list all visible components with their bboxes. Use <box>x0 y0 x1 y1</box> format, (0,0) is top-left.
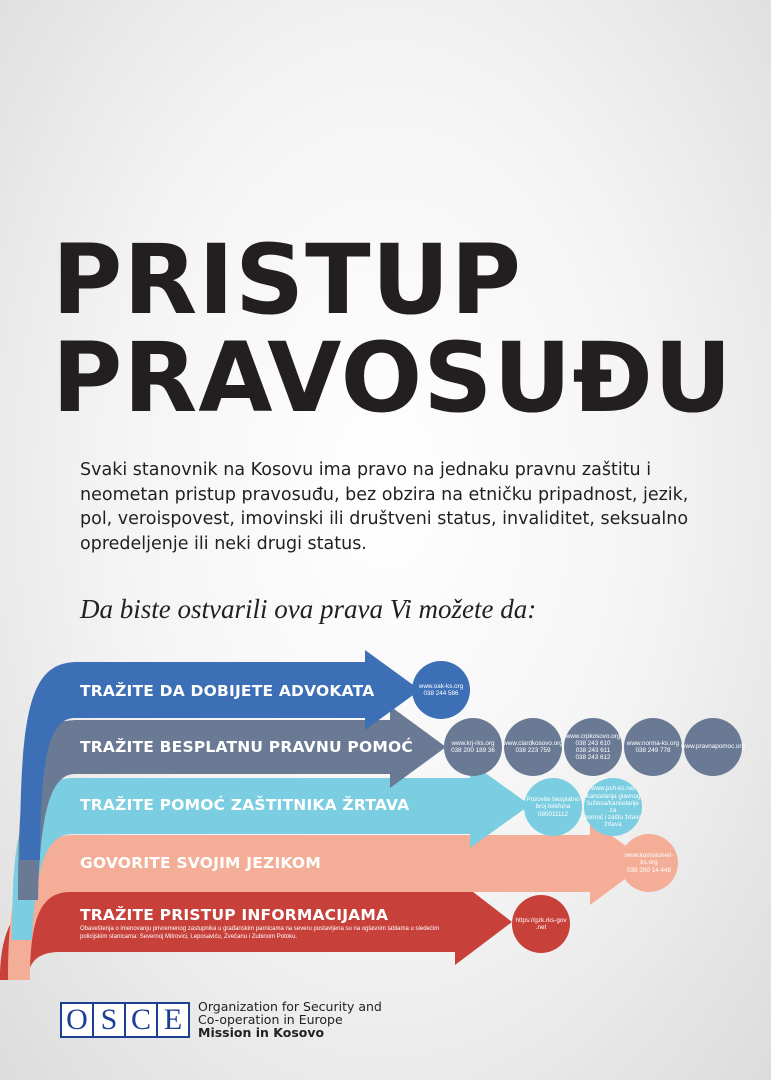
bubble-komisioneri: www.komisioneri-ks.org 038 200 14 448 <box>620 834 678 892</box>
bubble-phone: Pozovite besplatno broj telefona 080011112 <box>524 778 582 836</box>
bubble-oak: www.oak-ks.org 038 244 586 <box>412 661 470 719</box>
row-label-pravna-pomoc: TRAŽITE BESPLATNU PRAVNU POMOĆ <box>80 738 413 756</box>
bubble-pravnapomoc: www.pravnapomoc.org <box>684 718 742 776</box>
row-note-informacije: Obaveštenja o imenovanju privremenog zastupnika u građanskim parnicama na severu postavljena su na oglasnim tablama u sledećim policijskim stanicama: Severnoj Mitrovici, Leposaviću, Zvečanu i Zubinom Potoku. <box>80 926 440 940</box>
osce-logo: O S C E <box>60 1002 188 1038</box>
org-name: Organization for Security and Co-operation in Europe Mission in Kosovo <box>198 999 382 1040</box>
bubble-crp: www.crpkosovo.org 038 243 610 038 243 611 038 243 612 <box>564 718 622 776</box>
bubble-norma: www.norma-ks.org 038 249 778 <box>624 718 682 776</box>
row-label-zastitnik: TRAŽITE POMOĆ ZAŠTITNIKA ŽRTAVA <box>80 796 410 814</box>
bubble-krj: www.krj-rks.org 038 200 189 36 <box>444 718 502 776</box>
bubble-gzk: https://gzk.rks-gov .net <box>512 895 570 953</box>
title-line-2: PRAVOSUĐU <box>52 322 733 434</box>
title-line-1: PRISTUP <box>52 224 522 336</box>
row-label-advokat: TRAŽITE DA DOBIJETE ADVOKATA <box>80 682 375 700</box>
subtitle: Da biste ostvarili ova prava Vi možete da: <box>80 594 537 624</box>
bubble-clard: www.clardkosovo.org 038 223 759 <box>504 718 562 776</box>
row-label-informacije: TRAŽITE PRISTUP INFORMACIJAMA <box>80 906 389 924</box>
bubble-psh: www.psh-ks.net Kancelarija glavnog tužioca/kancelarije za pomoć i zaštu žrtava žrtava <box>584 778 642 836</box>
footer <box>60 1000 382 1039</box>
row-label-jezik: GOVORITE SVOJIM JEZIKOM <box>80 854 321 872</box>
intro-text: Svaki stanovnik na Kosovu ima pravo na jednaku pravnu zaštitu i neometan pristup pravosuđu, bez obzira na etničku pripadnost, jezik, pol, veroispovest, imovinski ili društveni status, invaliditet, seksualno opredeljenje ili neki drugi status. <box>80 460 689 554</box>
